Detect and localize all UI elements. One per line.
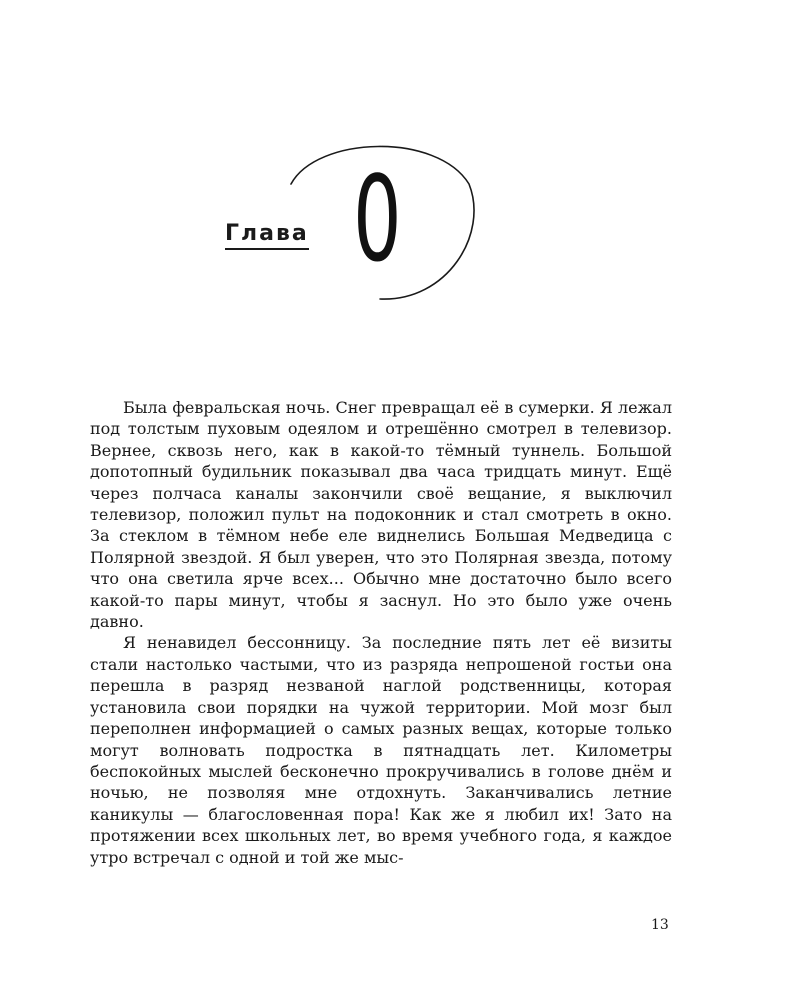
paragraph: Я ненавидел бессонницу. За последние пять лет её визиты стали настолько частыми, что из разряда непрошеной гостьи она перешла в разряд незваной наглой родственницы, которая установила свои порядки на чужой территории. Мой мозг был переполнен информацией о самых разных вещах, которые только могут волновать подростка в пятнадцать лет. Километры беспокойных мыслей бесконечно прокручивались в голове днём и ночью, не позволяя мне отдохнуть. Заканчивались летние каникулы — благословенная пора! Как же я любил их! Зато на протяжении всех школьных лет, во время учебного года, я каждое утро встречал с одной и той же мыс- (90, 633, 672, 867)
page-number: 13 (651, 917, 669, 933)
paragraph: Была февральская ночь. Снег превращал её в сумерки. Я лежал под толстым пуховым одеялом и отрешённо смотрел в телевизор. Вернее, сквозь него, как в какой-то тёмный туннель. Большой допотопный будильник показывал два часа тридцать минут. Ещё через полчаса каналы закончили своё вещание, я выключил телевизор, положил пульт на подоконник и стал смотреть в окно. За стеклом в тёмном небе еле виднелись Большая Медведица с Полярной звездой. Я был уверен, что это Полярная звезда, потому что она светила ярче всех... Обычно мне достаточно было всего какой-то пары минут, чтобы я заснул. Но это было уже очень давно. (90, 398, 672, 632)
chapter-label: Глава (225, 222, 309, 250)
chapter-number: 0 (353, 150, 402, 288)
body-text (90, 397, 672, 868)
